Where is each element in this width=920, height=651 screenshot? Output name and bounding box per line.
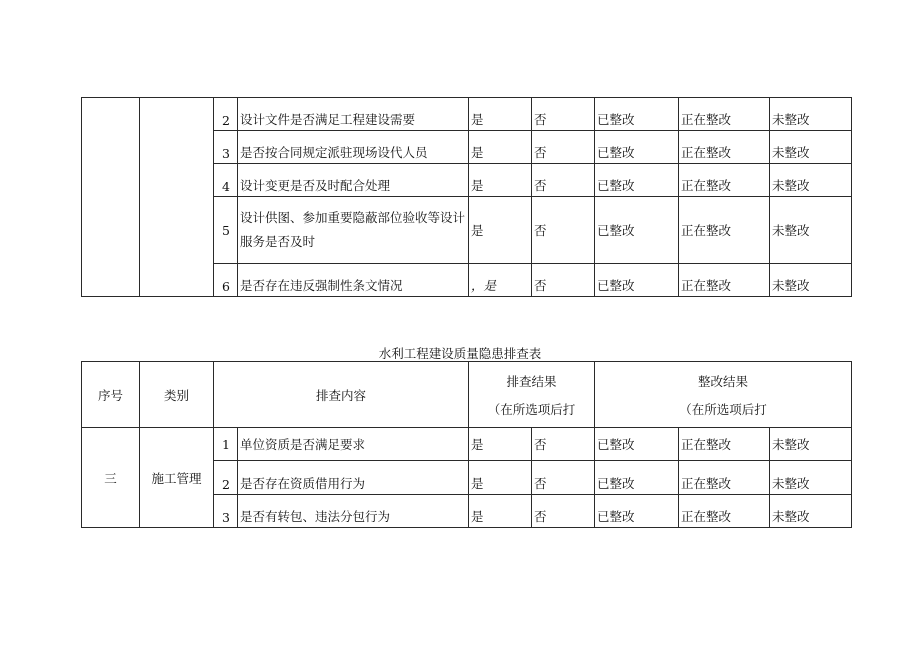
fixed-option[interactable]: 已整改 [595,98,679,131]
item-number: 3 [214,495,238,528]
fixed-option[interactable]: 已整改 [595,461,679,495]
fix-result-note: （在所选项后打 [679,401,767,417]
yes-option[interactable]: 是 [469,495,532,528]
item-content: 设计文件是否满足工程建设需要 [238,98,469,131]
fixing-option[interactable]: 正在整改 [679,98,770,131]
item-number: 3 [214,131,238,164]
item-number: 6 [214,264,238,297]
item-content: 是否存在资质借用行为 [238,461,469,495]
no-option[interactable]: 否 [532,98,595,131]
check-result-note: （在所选项后打 [487,401,576,417]
unfixed-option[interactable]: 未整改 [770,131,852,164]
fixing-option[interactable]: 正在整改 [679,461,770,495]
fixed-option[interactable]: 已整改 [595,131,679,164]
check-result-label: 排查结果 [506,373,557,389]
fixing-option[interactable]: 正在整改 [679,264,770,297]
unfixed-option[interactable]: 未整改 [770,98,852,131]
fixed-option[interactable]: 已整改 [595,264,679,297]
no-option[interactable]: 否 [532,197,595,264]
yes-option[interactable]: ，是 [469,264,532,297]
yes-option[interactable]: 是 [469,131,532,164]
fixed-option[interactable]: 已整改 [595,428,679,461]
item-content: 是否按合同规定派驻现场设代人员 [238,131,469,164]
unfixed-option[interactable]: 未整改 [770,197,852,264]
yes-option[interactable]: 是 [469,461,532,495]
unfixed-option[interactable]: 未整改 [770,428,852,461]
table-row [82,428,852,461]
no-option[interactable]: 否 [532,131,595,164]
unfixed-option[interactable]: 未整改 [770,461,852,495]
section-seq: 三 [82,428,140,528]
inspection-table-continued [81,97,852,297]
item-number: 2 [214,98,238,131]
fixing-option[interactable]: 正在整改 [679,428,770,461]
fixing-option[interactable]: 正在整改 [679,197,770,264]
no-option[interactable]: 否 [532,428,595,461]
item-number: 2 [214,461,238,495]
fixed-option[interactable]: 已整改 [595,164,679,197]
no-option[interactable]: 否 [532,164,595,197]
inspection-table [81,361,852,528]
item-content: 是否有转包、违法分包行为 [238,495,469,528]
no-option[interactable]: 否 [532,461,595,495]
fixing-option[interactable]: 正在整改 [679,164,770,197]
fixing-option[interactable]: 正在整改 [679,495,770,528]
seq-cell-empty [82,98,140,297]
fixed-option[interactable]: 已整改 [595,197,679,264]
no-option[interactable]: 否 [532,495,595,528]
header-row [82,362,852,428]
header-content: 排查内容 [214,362,469,428]
unfixed-option[interactable]: 未整改 [770,495,852,528]
item-content: 设计供图、参加重要隐蔽部位验收等设计服务是否及时 [238,197,469,264]
yes-option[interactable]: 是 [469,197,532,264]
yes-option[interactable]: 是 [469,164,532,197]
no-option[interactable]: 否 [532,264,595,297]
unfixed-option[interactable]: 未整改 [770,264,852,297]
header-seq: 序号 [82,362,140,428]
unfixed-option[interactable]: 未整改 [770,164,852,197]
fixing-option[interactable]: 正在整改 [679,131,770,164]
table-title: 水利工程建设质量隐患排查表 [378,346,542,361]
header-fix-result [595,362,852,428]
fix-result-label: 整改结果 [698,373,749,389]
item-number: 1 [214,428,238,461]
item-content: 单位资质是否满足要求 [238,428,469,461]
item-content: 设计变更是否及时配合处理 [238,164,469,197]
table-row [82,98,852,131]
yes-option[interactable]: 是 [469,98,532,131]
yes-option[interactable]: 是 [469,428,532,461]
header-check-result [469,362,595,428]
fixed-option[interactable]: 已整改 [595,495,679,528]
item-content: 是否存在违反强制性条文情况 [238,264,469,297]
item-number: 4 [214,164,238,197]
header-category: 类别 [140,362,214,428]
section-category: 施工管理 [140,428,214,528]
category-cell-empty [140,98,214,297]
item-number: 5 [214,197,238,264]
